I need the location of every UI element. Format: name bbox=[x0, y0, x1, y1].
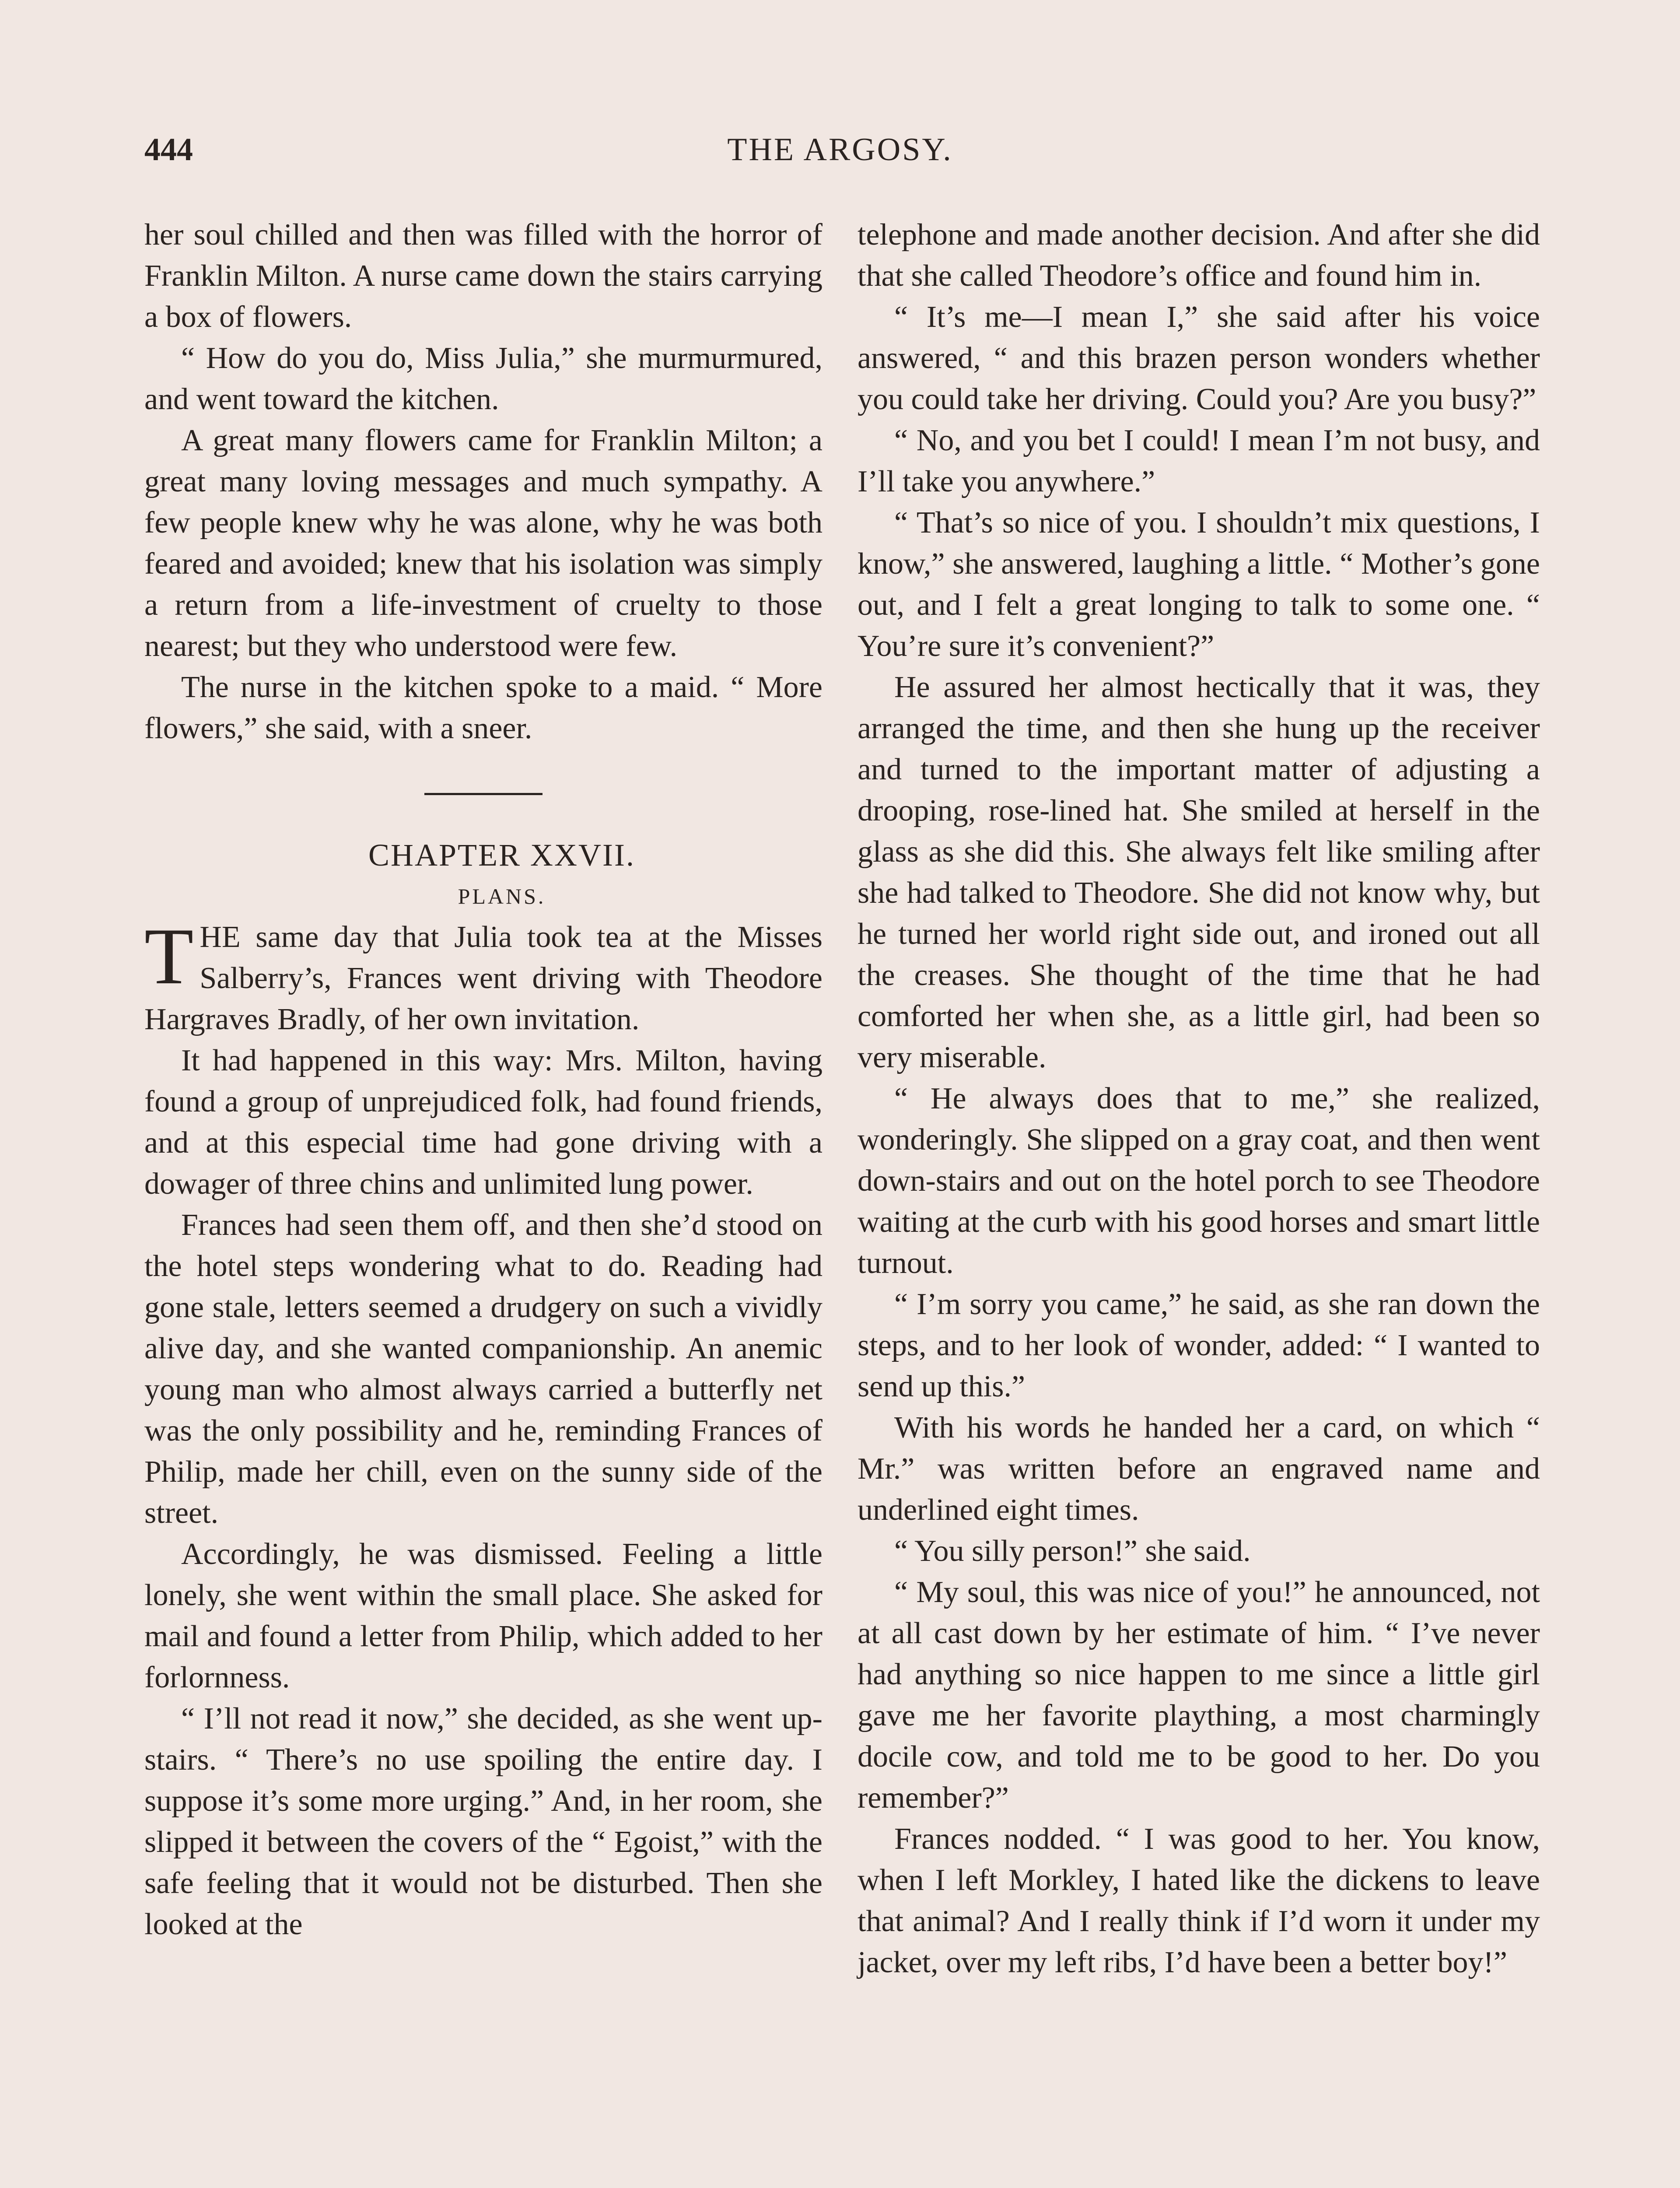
paragraph: Frances had seen them off, and then she’d stood on the hotel steps wondering what to do. Reading had gone stale, letters seemed a drudgery on such a vividly alive day, and she wanted companionship. An anemic young man who almost always carried a butterfly net was the only possibility and he, reminding Frances of Philip, made her chill, even on the sunny side of the street. bbox=[144, 1208, 822, 1530]
paragraph: “ My soul, this was nice of you!” he announced, not at all cast down by her estimate of him. “ I’ve never had anything so nice happen to me since a little girl gave me her favorite plaything, a most charmingly docile cow, and told me to be good to her. Do you remember?” bbox=[858, 1575, 1540, 1815]
paragraph: Accordingly, he was dismissed. Feeling a little lonely, she went within the small place. She asked for mail and found a letter from Philip, which added to her forlornness. bbox=[144, 1537, 822, 1694]
paragraph: With his words he handed her a card, on which “ Mr.” was written before an engraved name and underlined eight times. bbox=[858, 1411, 1540, 1527]
section-title: PLANS. bbox=[458, 884, 546, 908]
paragraph: “ You silly person!” she said. bbox=[894, 1534, 1251, 1568]
opening-paragraph bbox=[144, 912, 822, 1040]
paragraph: Frances nodded. “ I was good to her. You know, when I left Morkley, I hated like the dickens to leave that animal? And I really think if I’d worn it under my jacket, over my left ribs, I’d have been a better boy!” bbox=[858, 1822, 1540, 1979]
paragraph: her soul chilled and then was filled with the horror of Franklin Milton. A nurse came down the stairs carrying a box of flowers. bbox=[144, 218, 822, 334]
section-divider bbox=[424, 793, 542, 795]
opening-paragraph-text: HE same day that Julia took tea at the Misses Salberry’s, Frances went driving with Theodore Hargraves Bradly, of her own invitation. bbox=[144, 920, 822, 1036]
paragraph: “ No, and you bet I could! I mean I’m not busy, and I’ll take you anywhere.” bbox=[858, 424, 1540, 498]
chapter-title: CHAPTER XXVII. bbox=[368, 838, 635, 873]
paragraph: “ I’m sorry you came,” he said, as she ran down the steps, and to her look of wonder, added: “ I wanted to send up this.” bbox=[858, 1287, 1540, 1403]
paragraph: “ It’s me—I mean I,” she said after his voice answered, “ and this brazen person wonders whether you could take her driving. Could you? Are you busy?” bbox=[858, 300, 1540, 416]
paragraph: “ He always does that to me,” she realized, wonderingly. She slipped on a gray coat, and then went down-stairs and out on the hotel porch to see Theodore waiting at the curb with his good horses and smart little turnout. bbox=[858, 1082, 1540, 1280]
right-column bbox=[858, 214, 1540, 1983]
paragraph: “ That’s so nice of you. I shouldn’t mix questions, I know,” she answered, laughing a little. “ Mother’s gone out, and I felt a great longing to talk to some one. “ You’re sure it’s convenient?” bbox=[858, 506, 1540, 663]
paragraph: A great many flowers came for Franklin Milton; a great many loving messages and much sympathy. A few people knew why he was alone, why he was both feared and avoided; knew that his isolation was simply a return from a life-investment of cruelty to those nearest; but they who understood were few. bbox=[144, 424, 822, 663]
left-column bbox=[144, 214, 822, 1945]
paragraph: “ I’ll not read it now,” she decided, as she went up-stairs. “ There’s no use spoiling the entire day. I suppose it’s some more urging.” And, in her room, she slipped it between the covers of the “ Egoist,” with the safe feeling that it would not be disturbed. Then she looked at the bbox=[144, 1702, 822, 1941]
page-header bbox=[144, 131, 1536, 179]
paragraph: He assured her almost hectically that it was, they arranged the time, and then she hung up the receiver and turned to the important matter of adjusting a drooping, rose-lined hat. She smiled at herself in the glass as she did this. She always felt like smiling after she had talked to Theodore. She did not know why, but he turned her world right side out, and ironed out all the creases. She thought of the time that he had comforted her when she, as a little girl, had been so very miserable. bbox=[858, 670, 1540, 1074]
running-title: THE ARGOSY. bbox=[727, 132, 953, 168]
page-number: 444 bbox=[144, 132, 193, 168]
drop-cap: T bbox=[144, 912, 194, 1001]
paragraph: It had happened in this way: Mrs. Milton, having found a group of unprejudiced folk, had found friends, and at this especial time had gone driving with a dowager of three chins and unlimited lung power. bbox=[144, 1044, 822, 1201]
paragraph: The nurse in the kitchen spoke to a maid. “ More flowers,” she said, with a sneer. bbox=[144, 670, 822, 745]
paragraph: telephone and made another decision. And after she did that she called Theodore’s office and found him in. bbox=[858, 218, 1540, 293]
paragraph: “ How do you do, Miss Julia,” she murmurmured, and went toward the kitchen. bbox=[144, 341, 822, 416]
